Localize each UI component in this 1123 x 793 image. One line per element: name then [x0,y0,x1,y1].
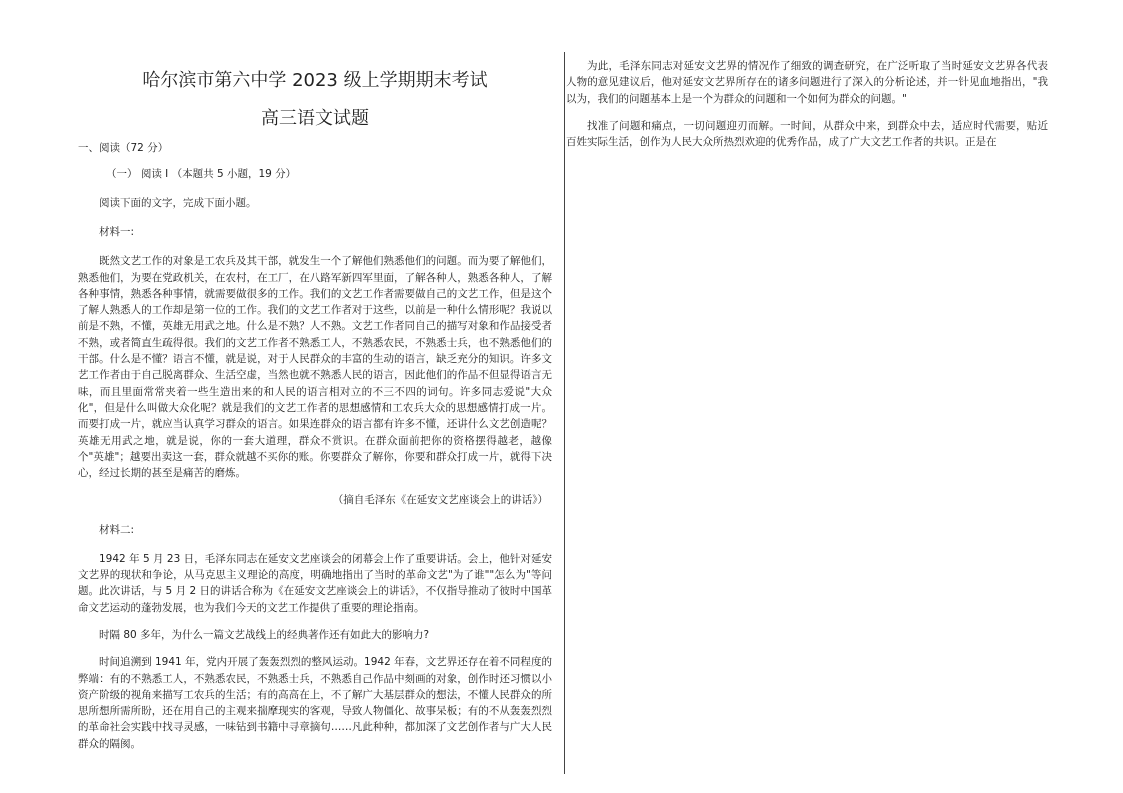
material2-paragraph-3: 时间追溯到 1941 年，党内开展了轰轰烈烈的整风运动。1942 年春，文艺界还存在着不同程度的弊端：有的不熟悉工人，不熟悉农民，不熟悉士兵，不熟悉自己作品中刻画的对象，创作时还习惯以小资产阶级的视角来描写工农兵的生活；有的高高在上，不了解广大基层群众的想法，不懂人民群众的所思所想所需所盼，还在用自己的主观来揣摩现实的客观，导致人物僵化、故事呆板；有的不从轰轰烈烈的革命社会实践中找寻灵感，一味钻到书籍中寻章摘句……凡此种种，都加深了文艺创作者与广大人民群众的隔阂。 [78,656,552,750]
column-divider [564,52,565,774]
material1-label: 材料一: [99,226,135,239]
material1-body: 既然文艺工作的对象是工农兵及其干部，就发生一个了解他们熟悉他们的问题。而为要了解他们，熟悉他们，为要在党政机关，在农村，在工厂，在八路军新四军里面，了解各种人，熟悉各种人，了解各种事情，熟悉各种事情，就需要做很多的工作。我们的文艺工作者需要做自己的文艺工作，但是这个了解人熟悉人的工作却是第一位的工作。我们的文艺工作者对于这些，以前是一种什么情形呢？我说以前是不熟，不懂，英雄无用武之地。什么是不熟？人不熟。文艺工作者同自己的描写对象和作品接受者不熟，或者简直生疏得很。我们的文艺工作者不熟悉工人，不熟悉农民，不熟悉士兵，也不熟悉他们的干部。什么是不懂？语言不懂，就是说，对于人民群众的丰富的生动的语言，缺乏充分的知识。许多文艺工作者由于自己脱离群众、生活空虚，当然也就不熟悉人民的语言，因此他们的作品不但显得语言无味，而且里面常常夹着一些生造出来的和人民的语言相对立的不三不四的词句。许多同志爱说"大众化"，但是什么叫做大众化呢？就是我们的文艺工作者的思想感情和工农兵大众的思想感情打成一片。而要打成一片，就应当认真学习群众的语言。如果连群众的语言都有许多不懂，还讲什么文艺创造呢？英雄无用武之地，就是说，你的一套大道理，群众不赏识。在群众面前把你的资格摆得越老，越像个"英雄"；越要出卖这一套，群众就越不买你的账。你要群众了解你，你要和群众打成一片，就得下决心，经过长期的甚至是痛苦的磨炼。 [78,255,552,480]
left-column [78,68,552,752]
section-heading: 一、阅读（72 分） [78,142,169,154]
sub-section-heading: （一） 阅读 Ⅰ （本题共 5 小题，19 分） [106,168,297,180]
material2-paragraph-2: 时隔 80 多年，为什么一篇文艺战线上的经典著作还有如此大的影响力? [99,628,430,641]
material1-source: （摘自毛泽东《在延安文艺座谈会上的讲话》） [332,494,548,507]
exam-title: 哈尔滨市第六中学 2023 级上学期期末考试 [142,70,488,91]
material2-paragraph-1: 1942 年 5 月 23 日，毛泽东同志在延安文艺座谈会的闭幕会上作了重要讲话。会上，他针对延安文艺界的现状和争论，从马克思主义理论的高度，明确地指出了当时的革命文艺"为了谁""怎么为"等问题。此次讲话，与 5 月 2 日的讲话合称为《在延安文艺座谈会上的讲话》，不仅指导推动了彼时中国革命文艺运动的蓬勃发展，也为我们今天的文艺工作提供了重要的理论指南。 [78,552,552,614]
exam-subtitle: 高三语文试题 [261,108,369,129]
material2-label: 材料二: [99,523,135,536]
material2-paragraph-4: 为此，毛泽东同志对延安文艺界的情况作了细致的调查研究，在广泛听取了当时延安文艺界各代表人物的意见建议后，他对延安文艺界所存在的诸多问题进行了深入的分析论述，并一针见血地指出，"我以为，我们的问题基本上是一个为群众的问题和一个如何为群众的问题。" [566,60,1048,105]
material2-paragraph-5: 找准了问题和痛点，一切问题迎刃而解。一时间，从群众中来，到群众中去，适应时代需要，贴近百姓实际生活，创作为人民大众所热烈欢迎的优秀作品，成了广大文艺工作者的共识。正是在 [566,119,1048,149]
right-column [566,58,1048,150]
instruction-text: 阅读下面的文字，完成下面小题。 [99,197,257,209]
